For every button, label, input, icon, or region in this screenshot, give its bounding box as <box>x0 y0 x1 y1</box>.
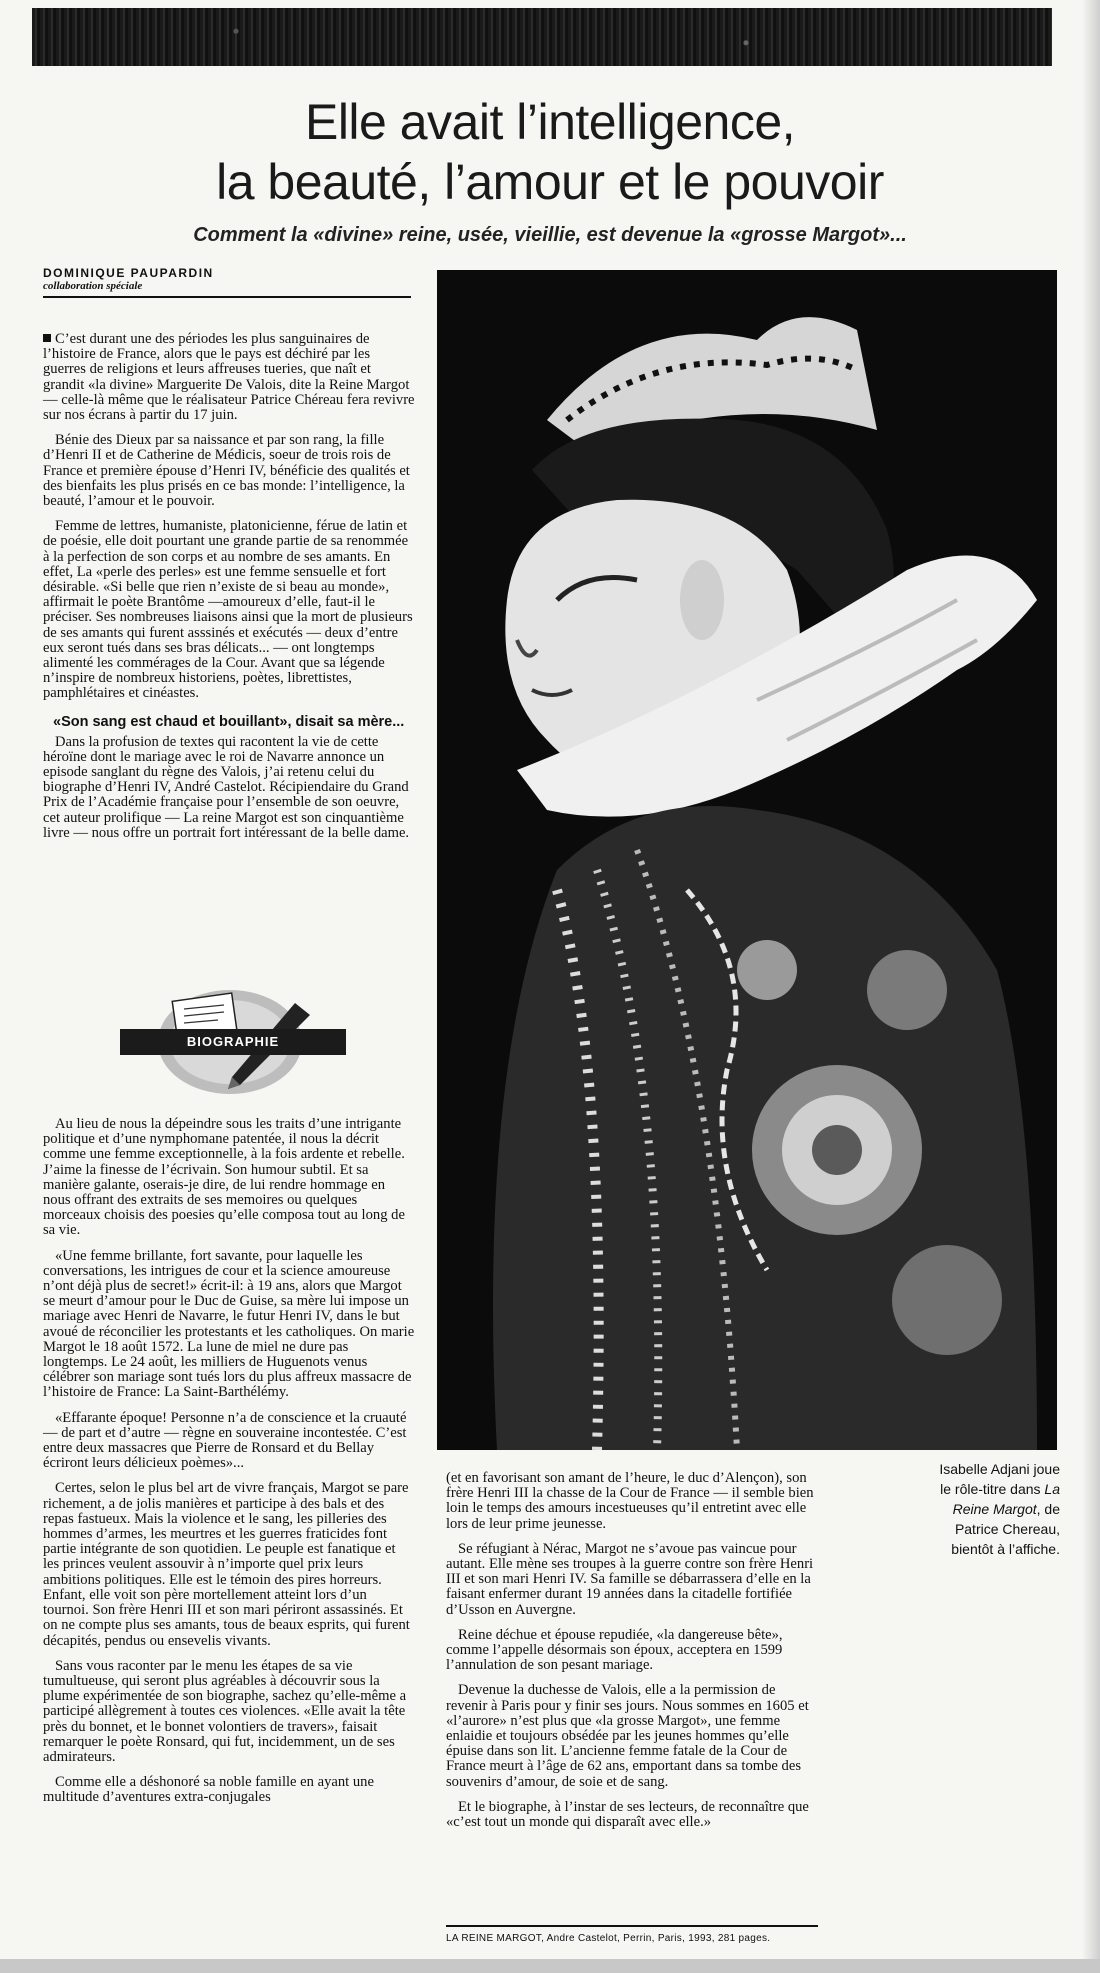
paragraph-text: C’est durant une des périodes les plus sanguinaires de l’histoire de France, alors que le pays est déchiré par les guerres de religions et leurs affreuses tueries, que naît et grandit «la divine» Marguerite De Valois, dite la Reine Margot — celle-là même que le réalisateur Patrice Chéreau fera revivre sur nos écrans à partir du 17 juin. <box>43 331 415 424</box>
headline <box>100 92 1000 212</box>
article-column-1-bottom <box>43 1117 415 1816</box>
author-role: collaboration spéciale <box>43 280 143 292</box>
caption-italic: La <box>1044 1481 1060 1497</box>
scan-edge <box>1082 0 1100 1973</box>
square-bullet-icon <box>43 334 51 342</box>
article-column-1-top <box>43 332 415 851</box>
caption-line: Isabelle Adjani joue <box>939 1461 1060 1477</box>
paragraph: Comme elle a déshonoré sa noble famille en ayant une multitude d’aventures extra-conjugales <box>43 1774 374 1806</box>
paragraph: Et le biographe, à l’instar de ses lecteurs, de reconnaître que «c’est tout un monde qui disparaît avec elle.» <box>446 1798 809 1831</box>
queen-portrait-image <box>437 270 1057 1450</box>
decorative-header-bar <box>32 8 1052 66</box>
paragraph: Certes, selon le plus bel art de vivre français, Margot se pare richement, a de jolis manières et participe à des bals et des repas fastueux. Mais la violence et le sang, les pilleries des hommes d’armes, les meurtres et les guerres fraticides font partie intégrante de son quotidien. Le peuple est fanatique et les princes veulent assouvir à n’importe quel prix leurs ambitions politiques. Elle est le témoin des pires horreurs. Enfant, elle voit son père mortellement atteint lors d’un tournoi. Son frère Henri III et son mari périront assassinés. Et on ne compte plus ses amants, tous de beaux esprits, qui furent décapités, pendus ou ensevelis vivants. <box>43 1480 410 1649</box>
paragraph <box>43 332 415 423</box>
caption-line: , de <box>1036 1501 1060 1517</box>
paragraph: Dans la profusion de textes qui racontent la vie de cette héroïne dont le mariage avec le roi de Navarre annonce un episode sanglant du règne des Valois, j’ai retenu celui du biographe d’Henri IV, André Castelot. Récipiendaire du Grand Prix de l’Académie française pour l’ensemble de son oeuvre, cet auteur prolifique — La reine Margot est son cinquantième livre — nous offre un portrait fort intéressant de la belle dame. <box>43 733 410 841</box>
scan-bottom-edge <box>0 1959 1100 1973</box>
headline-line-1: Elle avait l’intelligence, <box>304 94 796 150</box>
caption-line: le rôle-titre dans <box>940 1481 1041 1497</box>
caption-line: Patrice Chereau, <box>954 1521 1060 1537</box>
article-column-2 <box>446 1471 818 1840</box>
paragraph: Bénie des Dieux par sa naissance et par son rang, la fille d’Henri II et de Catherine de Médicis, soeur de trois rois de France et première épouse d’Henri IV, bénéficie des qualités et des bienfaits les plus prisés en ce bas monde: l’intelligence, la beauté, l’amour et le pouvoir. <box>43 432 410 510</box>
portrait-photo <box>437 270 1057 1450</box>
paragraph: Sans vous raconter par le menu les étapes de sa vie tumultueuse, qui seront plus agréables à découvrir sous la plume expérimentée de son biographe, sachez qu’elle-même a participé allègrement à toutes ces violences. «Elle avait la tête près du bonnet, et le bonnet volontiers de travers», faisait remarquer le poète Ronsard, qui fut, incidemment, un de ses admirateurs. <box>43 1657 407 1765</box>
paragraph: «Effarante époque! Personne n’a de conscience et la cruauté — de part et d’autre — règne en souveraine incontestée. C’est entre deux massacres que Pierre de Ronsard et du Bellay écriront leurs délicieux poèmes»... <box>43 1409 407 1472</box>
paragraph: «Une femme brillante, fort savante, pour laquelle les conversations, les intrigues de cour et la science amoureuse n’ont déjà plus de secret!» écrit-il: à 19 ans, alors que Margot se meurt d’amour pour le Duc de Guise, sa mère lui impose un mariage avec Henri de Navarre, le futur Henri IV, dans le but avoué de réconcilier les protestants et les catholiques. On marie Margot le 18 août 1572. La lune de miel ne dure pas longtemps. Le 24 août, les milliers de Huguenots venus célébrer son mariage sont tués lors du plus affreux massacre de l’histoire de France: La Saint-Barthélémy. <box>43 1247 415 1401</box>
photo-caption <box>880 1459 1060 1559</box>
paragraph: Devenue la duchesse de Valois, elle a la permission de revenir à Paris pour y finir ses jours. Nous sommes en 1605 et «l’aurore» n’est plus que «la grosse Margot», une femme enlaidie et toujours obsédée par les jeunes hommes qu’elle épuise dans son lit. L’ancienne femme fatale de la Cour de France meurt à l’âge de 62 ans, emportant dans sa tombe des souvenirs d’amour, de soie et de sang. <box>446 1682 809 1790</box>
author-name: DOMINIQUE PAUPARDIN <box>43 266 214 280</box>
section-subtitle: «Son sang est chaud et bouillant», disait sa mère... <box>53 713 405 730</box>
paragraph: (et en favorisant son amant de l’heure, le duc d’Alençon), son frère Henri III la chasse de la Cour de France — il semble bien loin le temps des amours incestueuses qu’il entretint avec elle lors de leur prime jeunesse. <box>446 1470 814 1532</box>
headline-line-2: la beauté, l’amour et le pouvoir <box>216 154 884 210</box>
paragraph: Femme de lettres, humaniste, platonicienne, férue de latin et de poésie, elle doit pourtant une grande partie de sa renommée à la perfection de son corps et au nombre de ses amants. En effet, La «perle des perles» est une femme sensuelle et fort désirable. «Si belle que rien n’existe de si beau au monde», affirmait le poète Brantôme —amoureux d’elle, faut-il le préciser. Ses nombreuses liaisons ainsi que la mort de plusieurs de ses amants qui furent asssinés et exécutés — deux d’entre eux seront tués dans ses bras délicats... — ont longtemps alimenté les commérages de la Cour. Avant que sa légende n’inspire de nombreux historiens, poètes, librettistes, pamphlétaires et cinéastes. <box>43 518 413 702</box>
paragraph: Reine déchue et épouse repudiée, «la dangereuse bête», comme l’appelle désormais son époux, acceptera en 1599 l’annulation de son pesant mariage. <box>446 1626 783 1674</box>
caption-italic: Reine Margot <box>952 1501 1037 1517</box>
subheadline: Comment la «divine» reine, usée, vieillie, est devenue la «grosse Margot»... <box>193 224 907 246</box>
caption-line: bientôt à l’affiche. <box>951 1541 1060 1557</box>
biography-badge <box>120 985 350 1100</box>
paragraph: Se réfugiant à Nérac, Margot ne s’avoue pas vaincue pour autant. Elle mène ses troupes à la guerre contre son frère Henri III et son mari Henri IV. Sa famille se débarrassera d’elle en la faisant enfermer durant 19 années dans la citadelle fortifiée d’Usson en Auvergne. <box>446 1540 814 1618</box>
book-reference: LA REINE MARGOT, Andre Castelot, Perrin, Paris, 1993, 281 pages. <box>446 1925 818 1944</box>
paragraph: Au lieu de nous la dépeindre sous les traits d’une intrigante politique et d’une nymphomane patentée, il nous la décrit comme une femme exceptionnelle, à la fois ardente et rebelle. J’aime la finesse de l’écrivain. Son humour subtil. Et sa manière galante, oserais-je dire, de lui rendre hommage en nous offrant des extraits de ses memoires ou quelques morceaux choisis des poesies qu’elle composa tout au long de sa vie. <box>43 1116 405 1239</box>
biography-label: BIOGRAPHIE <box>120 1029 346 1055</box>
byline <box>43 266 411 298</box>
